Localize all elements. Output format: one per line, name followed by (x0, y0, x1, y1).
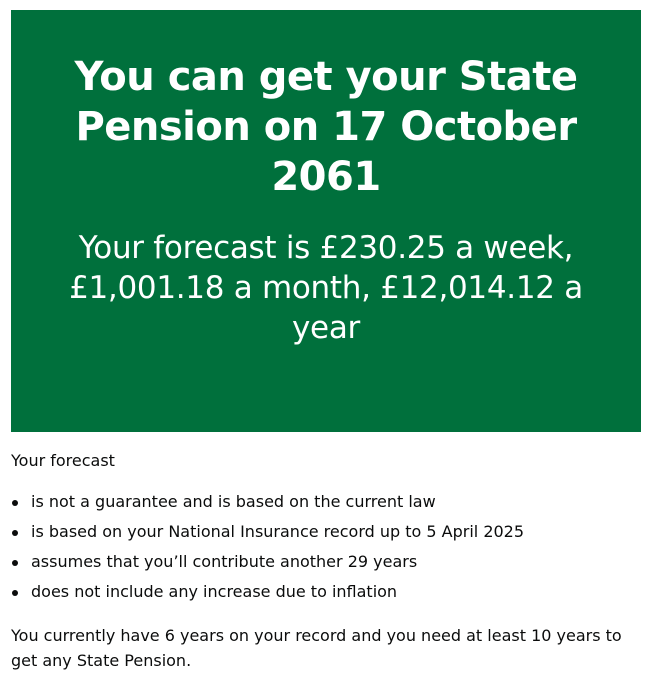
record-summary: You currently have 6 years on your record and you need at least 10 years to get any State Pension. (11, 626, 622, 670)
panel-forecast-amount: Your forecast is £230.25 a week, £1,001.18 a month, £12,014.12 a year (69, 230, 583, 346)
list-item: is based on your National Insurance record up to 5 April 2025 (31, 521, 641, 543)
forecast-panel (11, 10, 641, 432)
forecast-intro: Your forecast (11, 451, 115, 470)
list-item: does not include any increase due to inflation (31, 581, 641, 603)
forecast-details (11, 448, 641, 673)
list-item: assumes that you’ll contribute another 29 years (31, 551, 641, 573)
panel-title: You can get your State Pension on 17 October 2061 (74, 54, 578, 200)
list-item: is not a guarantee and is based on the current law (31, 491, 641, 513)
forecast-bullet-list (11, 491, 641, 603)
